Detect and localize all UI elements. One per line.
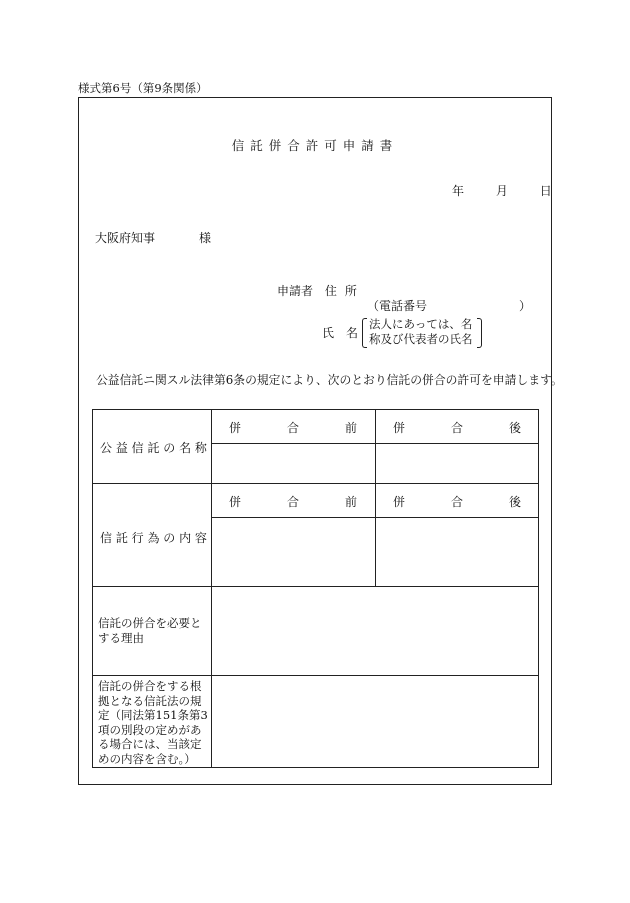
day-label: 日 [539, 184, 552, 198]
row-label-reason: 信託の併合を必要とする理由 [98, 616, 202, 645]
applicant-label: 申請者 [277, 284, 314, 298]
address-label-1: 住 [324, 284, 337, 298]
corporation-note [362, 317, 482, 347]
addressee [95, 229, 211, 246]
bracket-left [362, 318, 367, 348]
corp-note-line-2: 称及び代表者の氏名 [369, 332, 473, 346]
phone-row [367, 297, 531, 314]
name-label-2: 名 [346, 326, 359, 340]
corp-note-line-1: 法人にあっては、名 [369, 317, 473, 331]
corporation-note-text [369, 317, 473, 347]
document-title: 信託併合許可申請書 [231, 138, 399, 153]
header-after-2: 併 合 後 [393, 495, 521, 509]
application-table [92, 409, 539, 768]
phone-close-label: ） [519, 299, 532, 313]
header-after-1: 併 合 後 [393, 421, 521, 435]
date-line [452, 182, 552, 199]
honorific-label: 様 [199, 231, 212, 245]
header-before-1: 併 合 前 [229, 421, 357, 435]
row-label-legal-basis: 信託の併合をする根拠となる信託法の規定（同法第151条第3項の別段の定めがある場合には、当該定めの内容を含む。） [98, 679, 208, 766]
name-label-1: 氏 [322, 326, 335, 340]
row-label-trust-name: 公 益 信 託 の 名 称 [100, 441, 207, 455]
form-number-label: 様式第6号（第9条関係） [78, 81, 208, 95]
month-label: 月 [495, 184, 508, 198]
application-statement: 公益信託ニ関スル法律第6条の規定により、次のとおり信託の併合の許可を申請します。 [96, 373, 563, 387]
header-before-2: 併 合 前 [229, 495, 357, 509]
year-label: 年 [452, 184, 465, 198]
governor-label: 大阪府知事 [95, 231, 156, 245]
name-label [322, 324, 358, 341]
address-label-2: 所 [344, 284, 357, 298]
applicant-address-row [277, 282, 357, 299]
phone-open-label: （電話番号 [367, 299, 428, 313]
bracket-right [477, 318, 482, 348]
row-label-trust-act: 信 託 行 為 の 内 容 [100, 531, 207, 545]
